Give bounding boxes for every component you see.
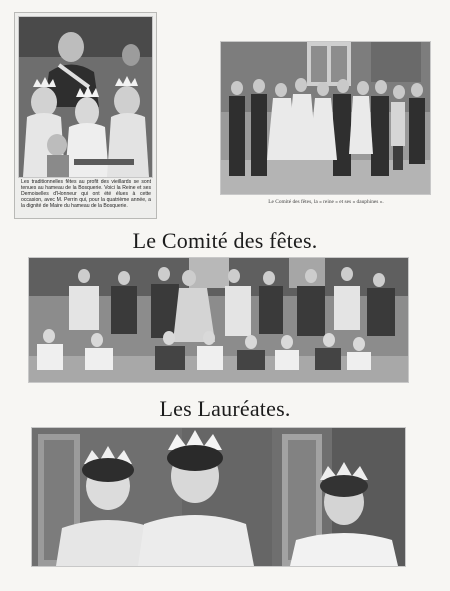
group-photo [29,258,408,382]
committee-caption: Le Comité des fêtes, la « reine » et ses « dauphines ». [268,199,384,205]
laureates-photo-image [32,428,405,566]
group-photo-image [29,258,408,382]
heading-laureates: Les Lauréates. [159,396,291,421]
laureates-photo [32,428,405,566]
heading-comite-des-fetes: Le Comité des fêtes. [132,228,318,253]
committee-photo [221,42,430,194]
newspaper-clipping [14,12,157,219]
committee-photo-image [221,42,430,194]
clipping-photo-image [19,17,152,177]
clipping-photo [19,17,152,177]
clipping-caption: Les traditionnelles fêtes au profit des vieillards se sont tenues au hameau de la Bosquerie. Voici la Reine et ses Demoiselles d'Honneur qui ont été élues à cette occasion, avec M. Perrin qui, pour la quatrième année, a la dignité de Maire du hameau de la Bosquerie. [21,179,151,210]
